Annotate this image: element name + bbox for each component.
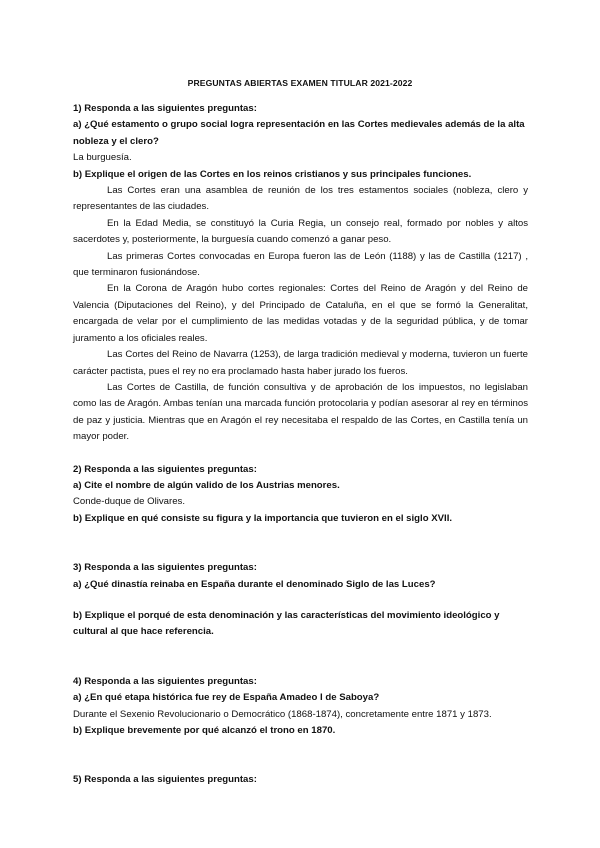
q1-b-paragraph: Las Cortes de Castilla, de función consultiva y de aprobación de los impuestos, no legislaban como las de Aragón. Ambas tenían una marcada función protocolaria y podían asesorar al rey en términos de paz y justicia. Mientras que en Aragón el rey necesitaba el respaldo de las Cortes, en Castilla tenía un mayor poder.: [73, 381, 528, 443]
q1-b-question: b) Explique el origen de las Cortes en los reinos cristianos y sus principales funciones.: [73, 168, 472, 180]
document-body: [73, 101, 528, 789]
q3-heading: 3) Responda a las siguientes preguntas:: [73, 562, 257, 574]
document-title: PREGUNTAS ABIERTAS EXAMEN TITULAR 2021-2022: [187, 78, 413, 88]
q4-a-answer: Durante el Sexenio Revolucionario o Democrático (1868-1874), concretamente entre 1871 y 1873.: [73, 708, 492, 720]
q2-heading: 2) Responda a las siguientes preguntas:: [73, 463, 257, 475]
q5-heading: 5) Responda a las siguientes preguntas:: [73, 774, 257, 786]
q3-b-question: b) Explique el porqué de esta denominación y las características del movimiento ideológico y cultural al que hace referencia.: [73, 609, 500, 638]
q4-heading: 4) Responda a las siguientes preguntas:: [73, 675, 257, 687]
q1-a-question: a) ¿Qué estamento o grupo social logra representación en las Cortes medievales además de la alta nobleza y el clero?: [73, 119, 525, 147]
q4-b-question: b) Explique brevemente por qué alcanzó el trono en 1870.: [73, 725, 336, 736]
q4-a-question: a) ¿En qué etapa histórica fue rey de España Amadeo I de Saboya?: [73, 692, 380, 704]
q1-b-paragraph: En la Corona de Aragón hubo cortes regionales: Cortes del Reino de Aragón y del Reino de Valencia (Diputaciones del Reino), y del Principado de Cataluña, en el que se formó la Generalitat, encargada de velar por el cumplimiento de las medidas votadas y de la seguridad pública, y de tomar juramento a los oficiales reales.: [73, 283, 528, 344]
q2-a-answer: Conde-duque de Olivares.: [73, 496, 185, 508]
q2-a-question: a) Cite el nombre de algún valido de los Austrias menores.: [73, 479, 340, 491]
q1-b-paragraph: Las Cortes eran una asamblea de reunión de los tres estamentos sociales (nobleza, clero y representantes de las ciudades.: [73, 185, 528, 213]
q2-b-question: b) Explique en qué consiste su figura y la importancia que tuvieron en el siglo XVII.: [73, 512, 453, 524]
q1-b-paragraph: Las Cortes del Reino de Navarra (1253), de larga tradición medieval y moderna, tuvieron un fuerte carácter pactista, pues el rey no era proclamado hasta haber jurado los fueros.: [73, 349, 528, 377]
q1-b-paragraph: Las primeras Cortes convocadas en Europa fueron las de León (1188) y las de Castilla (1217) , que terminaron fusionándose.: [73, 250, 528, 279]
q1-heading: 1) Responda a las siguientes preguntas:: [73, 103, 257, 114]
q3-a-question: a) ¿Qué dinastía reinaba en España durante el denominado Siglo de las Luces?: [73, 578, 436, 590]
q1-a-answer: La burguesía.: [73, 152, 132, 164]
q1-b-paragraph: En la Edad Media, se constituyó la Curia Regia, un consejo real, formado por nobles y altos sacerdotes y, posteriormente, la burguesía cuando comenzó a ganar peso.: [73, 217, 528, 246]
